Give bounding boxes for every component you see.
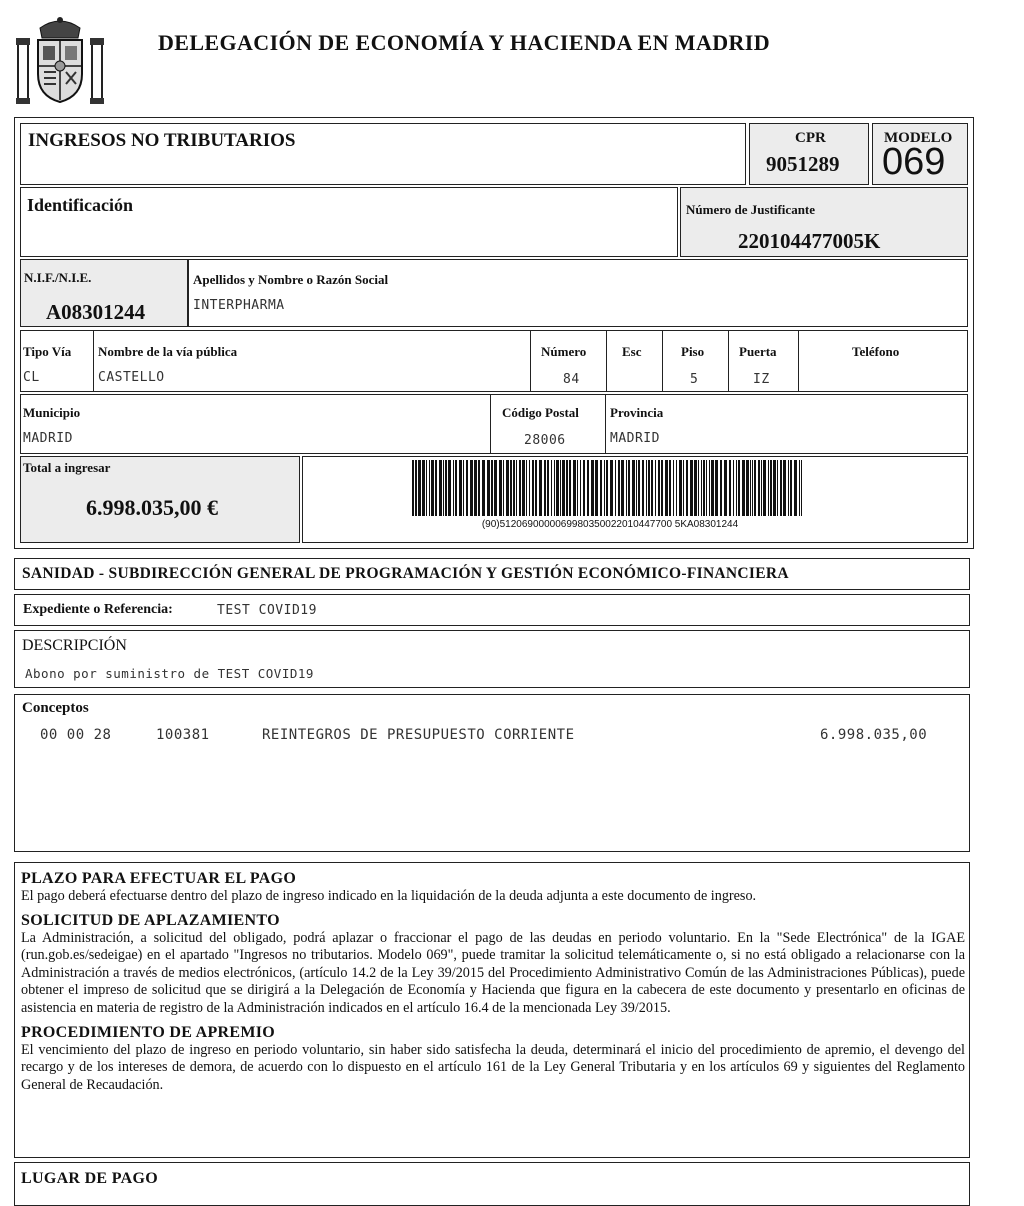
descripcion-label: DESCRIPCIÓN	[22, 637, 127, 654]
barcode-bar	[422, 460, 425, 516]
concepto-amount: 6.998.035,00	[820, 727, 928, 743]
barcode-bar	[770, 460, 772, 516]
provincia-label: Provincia	[610, 405, 664, 420]
coat-of-arms	[14, 14, 106, 106]
barcode-bar	[544, 460, 546, 516]
barcode-bar	[799, 460, 800, 516]
barcode-bar	[513, 460, 515, 516]
concepto-subcode: 100381	[156, 727, 210, 743]
barcode-bar	[733, 460, 734, 516]
barcode-bar	[758, 460, 760, 516]
barcode-bar	[566, 460, 568, 516]
barcode-bar	[431, 460, 434, 516]
piso-value: 5	[690, 372, 699, 387]
barcode-bar	[709, 460, 710, 516]
barcode-bar	[777, 460, 778, 516]
cpr-value: 9051289	[766, 152, 840, 176]
barcode-bar	[738, 460, 740, 516]
barcode-bar	[526, 460, 527, 516]
piso-label: Piso	[681, 344, 705, 359]
municipio-label: Municipio	[23, 405, 81, 420]
barcode-bar	[532, 460, 534, 516]
barcode-icon	[410, 460, 806, 516]
tipo-via-value: CL	[23, 370, 40, 385]
barcode-bar	[615, 460, 616, 516]
barcode-bar	[715, 460, 718, 516]
barcode-bar	[636, 460, 637, 516]
apremio-text: El vencimiento del plazo de ingreso en periodo voluntario, sin haber sido satisfecha la deuda, determinará el inicio del procedimiento de apremio, el devengo del recargo y de los intereses de demora, de acuerdo con lo dispuesto en el artículo 161 de la Ley General Tributaria y en los artículos 69 y siguientes del Reglamento General de Recaudación.	[21, 1041, 965, 1093]
barcode-bar	[694, 460, 697, 516]
barcode-bar	[676, 460, 677, 516]
barcode-bar	[621, 460, 624, 516]
barcode-bar	[690, 460, 693, 516]
total-value: 6.998.035,00 €	[86, 495, 218, 520]
barcode-bar	[443, 460, 444, 516]
barcode-bar	[415, 460, 417, 516]
barcode-bar	[418, 460, 421, 516]
barcode-bar	[595, 460, 598, 516]
spain-coat-of-arms-icon	[14, 14, 106, 106]
barcode-bar	[474, 460, 477, 516]
barcode-bar	[499, 460, 502, 516]
barcode-bar	[724, 460, 727, 516]
barcode	[410, 460, 806, 516]
barcode-bar	[560, 460, 561, 516]
organism-title: SANIDAD - SUBDIRECCIÓN GENERAL DE PROGRAMACIÓN Y GESTIÓN ECONÓMICO-FINANCIERA	[22, 565, 789, 582]
barcode-bar	[752, 460, 753, 516]
barcode-bar	[429, 460, 430, 516]
barcode-bar	[591, 460, 594, 516]
aplazamiento-title: SOLICITUD DE APLAZAMIENTO	[21, 911, 280, 929]
barcode-bar	[788, 460, 789, 516]
barcode-bar	[463, 460, 464, 516]
concepto-description: REINTEGROS DE PRESUPUESTO CORRIENTE	[262, 727, 575, 743]
barcode-bar	[720, 460, 722, 516]
barcode-bar	[794, 460, 797, 516]
puerta-value: IZ	[753, 372, 770, 387]
cp-value: 28006	[524, 433, 566, 448]
barcode-bar	[736, 460, 737, 516]
barcode-bar	[783, 460, 786, 516]
barcode-bar	[487, 460, 490, 516]
plazo-title: PLAZO PARA EFECTUAR EL PAGO	[21, 870, 297, 887]
lugar-title: LUGAR DE PAGO	[21, 1170, 158, 1187]
via-label: Nombre de la vía pública	[98, 344, 238, 359]
barcode-bar	[556, 460, 559, 516]
concepto-code: 00 00 28	[40, 727, 112, 743]
barcode-bar	[547, 460, 549, 516]
barcode-bar	[516, 460, 517, 516]
barcode-bar	[583, 460, 585, 516]
aplazamiento-text: La Administración, a solicitud del obligado, podrá aplazar o fraccionar el pago de las deudas en periodo voluntario. En la "Sede Electrónica" de la IGAE (run.gob.es/sedeigae) en el apartado "Ingresos no tributarios. Modelo 069", puede tramitar la solicitud telemáticamente o, si no está obligado a relacionarse con la Administración a través de medios electrónicos, (artículo 14.2 de la Ley 39/2015 del Procedimiento Administrativo Común de las Administraciones Públicas), puede obtener el impreso de solicitud que se dirigirá a la Delegación de Economía y Hacienda que figura en la cabecera de este documento y presentarlo en oficinas de asistencia en materia de registro de la Administración indicados en el artículo 16.4 de la mencionada Ley 39/2015.	[21, 929, 965, 1016]
barcode-bar	[466, 460, 468, 516]
barcode-bar	[754, 460, 756, 516]
form-type-title: INGRESOS NO TRIBUTARIOS	[28, 130, 296, 151]
esc-label: Esc	[622, 344, 642, 359]
barcode-bar	[435, 460, 437, 516]
barcode-bar	[768, 460, 769, 516]
barcode-bar	[618, 460, 620, 516]
barcode-bar	[455, 460, 457, 516]
conceptos-box	[14, 694, 970, 852]
barcode-bar	[453, 460, 454, 516]
barcode-bar	[573, 460, 576, 516]
municipio-box	[20, 394, 968, 454]
barcode-bar	[703, 460, 705, 516]
barcode-bar	[448, 460, 451, 516]
barcode-bar	[478, 460, 480, 516]
page-title: DELEGACIÓN DE ECONOMÍA Y HACIENDA EN MADRID	[158, 30, 771, 55]
barcode-bar	[698, 460, 699, 516]
barcode-bar	[669, 460, 671, 516]
numero-value: 84	[563, 372, 580, 387]
barcode-bar	[522, 460, 525, 516]
barcode-bar	[646, 460, 647, 516]
barcode-bar	[683, 460, 684, 516]
barcode-bar	[746, 460, 749, 516]
barcode-bar	[600, 460, 602, 516]
barcode-bar	[610, 460, 613, 516]
provincia-value: MADRID	[610, 431, 660, 446]
barcode-bar	[604, 460, 605, 516]
barcode-bar	[426, 460, 427, 516]
tipo-via-label: Tipo Vía	[23, 344, 72, 359]
modelo-label: MODELO	[884, 130, 953, 146]
barcode-bar	[539, 460, 542, 516]
barcode-bar	[506, 460, 509, 516]
municipio-value: MADRID	[23, 431, 73, 446]
name-label: Apellidos y Nombre o Razón Social	[193, 272, 389, 287]
barcode-bar	[661, 460, 663, 516]
barcode-bar	[761, 460, 762, 516]
identificacion-label: Identificación	[27, 195, 133, 215]
barcode-bar	[679, 460, 682, 516]
barcode-bar	[686, 460, 688, 516]
barcode-bar	[439, 460, 442, 516]
barcode-bar	[569, 460, 571, 516]
barcode-bar	[551, 460, 552, 516]
plazo-text: El pago deberá efectuarse dentro del plazo de ingreso indicado en la liquidación de la deuda adjunta a este documento de ingreso.	[21, 888, 757, 904]
barcode-bar	[655, 460, 656, 516]
barcode-bar	[535, 460, 537, 516]
barcode-bar	[626, 460, 627, 516]
expediente-label: Expediente o Referencia:	[23, 602, 173, 617]
barcode-bar	[706, 460, 707, 516]
nif-value: A08301244	[46, 300, 146, 324]
barcode-bar	[628, 460, 630, 516]
barcode-bar	[711, 460, 714, 516]
barcode-bar	[673, 460, 674, 516]
descripcion-value: Abono por suministro de TEST COVID19	[25, 666, 314, 681]
barcode-bar	[651, 460, 653, 516]
barcode-bar	[529, 460, 530, 516]
total-label: Total a ingresar	[23, 460, 111, 475]
barcode-bar	[780, 460, 782, 516]
name-box	[188, 259, 968, 327]
barcode-bar	[519, 460, 521, 516]
barcode-bar	[658, 460, 660, 516]
expediente-value: TEST COVID19	[217, 603, 317, 618]
barcode-bar	[742, 460, 745, 516]
barcode-bar	[503, 460, 504, 516]
modelo-value: 069	[882, 141, 946, 183]
numero-label: Número	[541, 344, 587, 359]
barcode-bar	[412, 460, 414, 516]
barcode-bar	[562, 460, 565, 516]
barcode-bar	[801, 460, 802, 516]
barcode-bar	[491, 460, 493, 516]
barcode-bar	[459, 460, 462, 516]
via-value: CASTELLO	[98, 370, 165, 385]
barcode-bar	[554, 460, 555, 516]
barcode-bar	[665, 460, 668, 516]
apremio-title: PROCEDIMIENTO DE APREMIO	[21, 1023, 276, 1041]
barcode-bar	[763, 460, 766, 516]
justificante-label: Número de Justificante	[686, 202, 816, 217]
barcode-bar	[632, 460, 635, 516]
barcode-bar	[638, 460, 640, 516]
barcode-bar	[494, 460, 497, 516]
barcode-bar	[642, 460, 644, 516]
barcode-bar	[445, 460, 447, 516]
telefono-label: Teléfono	[852, 344, 900, 359]
barcode-bar	[773, 460, 776, 516]
barcode-bar	[510, 460, 512, 516]
barcode-bar	[580, 460, 581, 516]
nif-label: N.I.F./N.I.E.	[24, 270, 92, 285]
barcode-bar	[790, 460, 792, 516]
info-content	[21, 870, 965, 1094]
puerta-label: Puerta	[739, 344, 777, 359]
cp-label: Código Postal	[502, 405, 579, 420]
barcode-bar	[729, 460, 731, 516]
justificante-value: 220104477005K	[738, 229, 881, 253]
barcode-bar	[482, 460, 485, 516]
cpr-label: CPR	[795, 130, 826, 146]
barcode-bar	[470, 460, 473, 516]
barcode-bar	[577, 460, 578, 516]
barcode-bar	[750, 460, 751, 516]
name-value: INTERPHARMA	[193, 298, 285, 313]
barcode-bar	[701, 460, 702, 516]
barcode-bar	[648, 460, 650, 516]
conceptos-label: Conceptos	[22, 700, 89, 716]
barcode-bar	[606, 460, 608, 516]
barcode-text: (90)5120690000069980350022010447700 5KA08301244	[481, 519, 739, 530]
barcode-bar	[587, 460, 589, 516]
